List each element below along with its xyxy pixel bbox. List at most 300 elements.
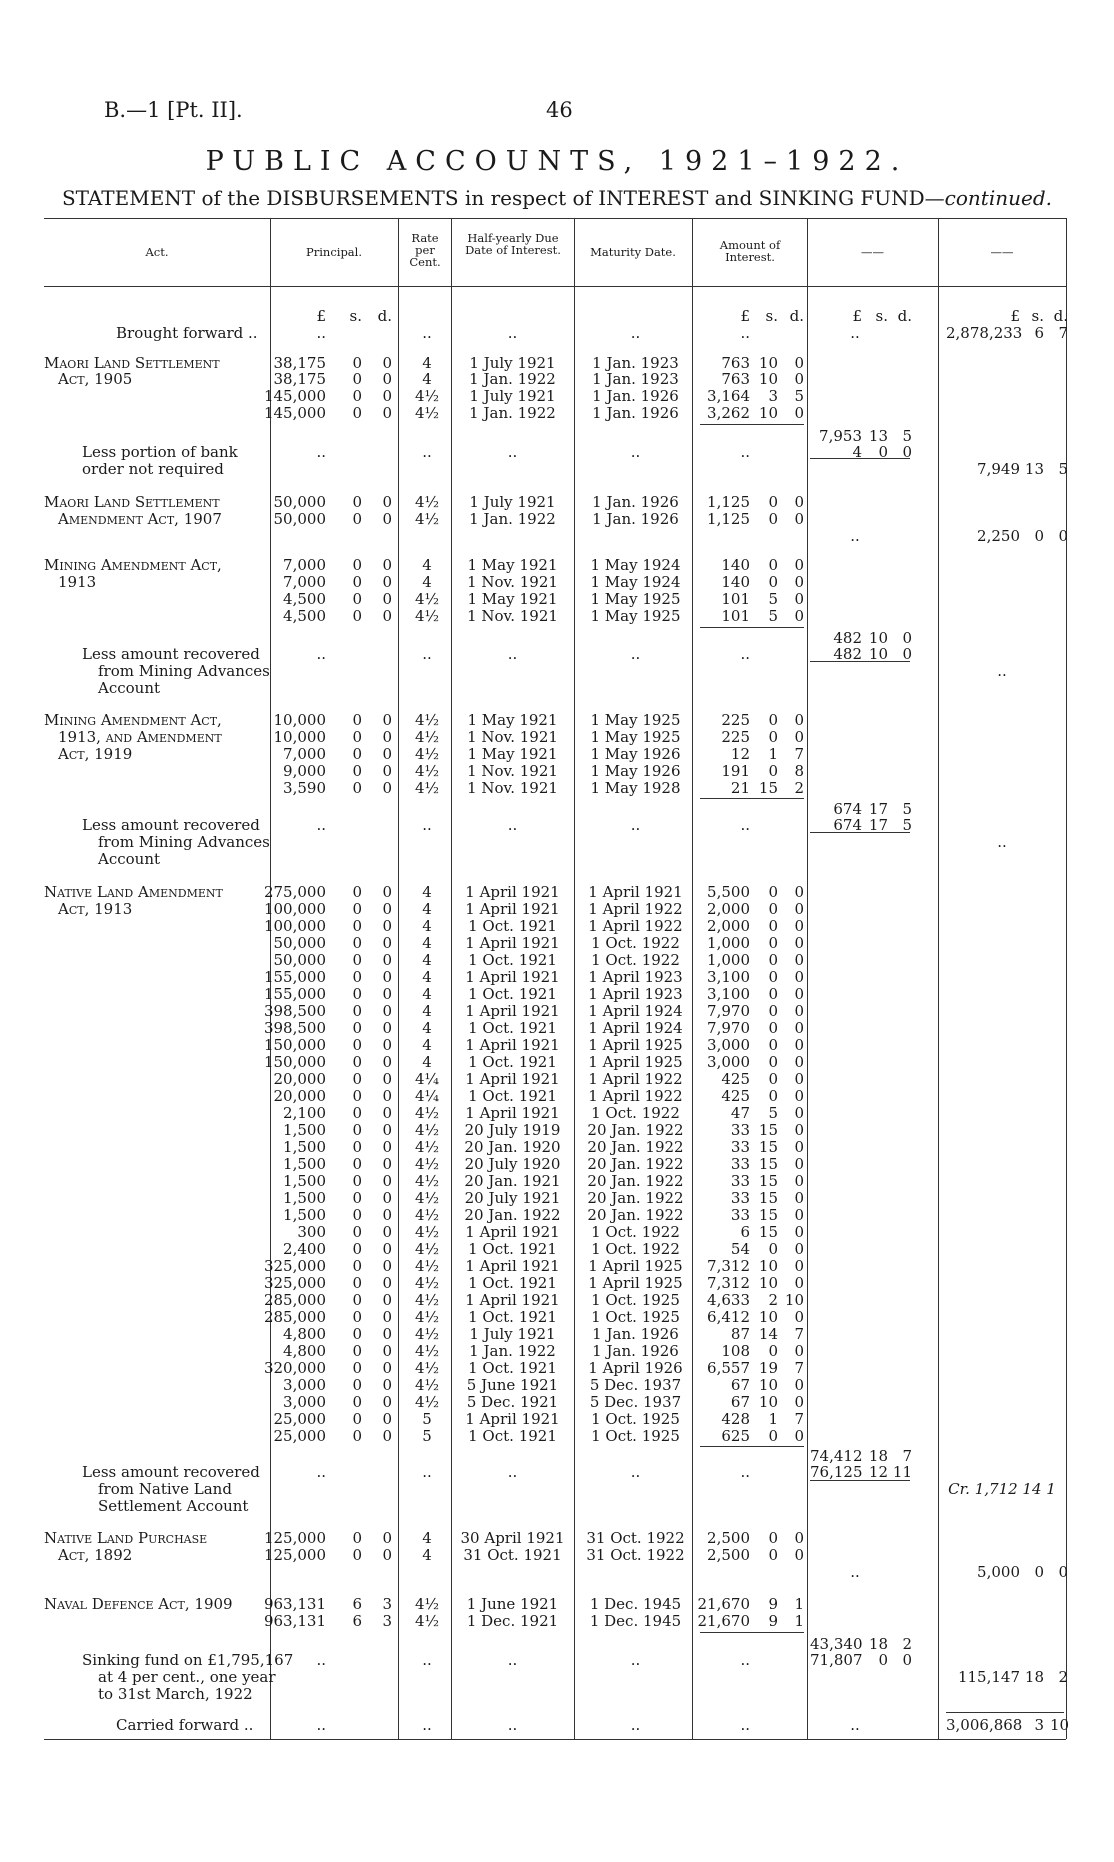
principal-pence: 0 [382, 387, 392, 405]
principal-pence: 0 [382, 883, 392, 901]
principal-pence: 0 [382, 1393, 392, 1411]
principal-pence: 0 [382, 1308, 392, 1326]
rate: 4½ [414, 1172, 440, 1190]
principal-shillings: 0 [352, 1036, 362, 1054]
subtotal-pence: 0 [902, 629, 912, 647]
total-shillings: 6 [1034, 324, 1044, 342]
due-date: 20 July 1920 [464, 1155, 561, 1173]
maturity-date: 1 Jan. 1923 [592, 370, 679, 388]
principal-pounds: 325,000 [263, 1257, 326, 1275]
due-date: 1 Oct. 1921 [468, 1427, 557, 1445]
principal-shillings: 6 [352, 1612, 362, 1630]
principal-pence: 0 [382, 1019, 392, 1037]
maturity-date: 1 Jan. 1926 [592, 1342, 679, 1360]
interest-shillings: 0 [768, 951, 778, 969]
due-date: 20 Jan. 1920 [464, 1138, 561, 1156]
principal-pence: 0 [382, 951, 392, 969]
interest-pounds: 3,164 [707, 387, 750, 405]
subtotal-pounds: 482 [833, 629, 862, 647]
due-date: 1 Oct. 1921 [468, 1053, 557, 1071]
interest-pence: 0 [794, 1104, 804, 1122]
due-date: 1 Dec. 1921 [466, 1612, 559, 1630]
interest-pence: 0 [794, 370, 804, 388]
maturity-date: .. [630, 1716, 641, 1734]
principal-pence: 0 [382, 762, 392, 780]
act-label: Less amount recovered [82, 1463, 260, 1481]
principal-shillings: 0 [352, 590, 362, 608]
principal-shillings: 0 [352, 1223, 362, 1241]
due-date: 1 April 1921 [465, 1104, 560, 1122]
interest-shillings: 0 [768, 1427, 778, 1445]
act-label: Account [98, 850, 161, 868]
interest-pounds: 12 [730, 745, 750, 763]
interest-pence: 0 [794, 590, 804, 608]
act-label: Less portion of bank [82, 443, 238, 461]
principal-pounds: 4,500 [283, 590, 326, 608]
rate: .. [422, 1716, 432, 1734]
interest-pounds: 1,000 [707, 934, 750, 952]
principal-shillings: 0 [352, 370, 362, 388]
total-pence: 5 [1058, 460, 1068, 478]
table-row [0, 1564, 1114, 1581]
interest-shillings: 10 [758, 370, 778, 388]
principal-pounds: 7,000 [283, 573, 326, 591]
principal-pence: d. [377, 307, 392, 325]
principal-pounds: 7,000 [283, 745, 326, 763]
document-reference: B.—1 [Pt. II]. [104, 98, 243, 122]
subtotal-pounds: 43,340 [810, 1635, 863, 1653]
maturity-date: 20 Jan. 1922 [587, 1206, 684, 1224]
rate: 4½ [414, 1257, 440, 1275]
principal-pounds: 150,000 [263, 1036, 326, 1054]
due-date: 1 Oct. 1921 [468, 985, 557, 1003]
table-row [0, 1377, 1114, 1394]
table-row [0, 371, 1114, 388]
principal-pounds: .. [316, 443, 326, 461]
principal-pence: 0 [382, 1070, 392, 1088]
table-row [0, 1292, 1114, 1309]
rate: 4 [422, 917, 432, 935]
interest-pence: 0 [794, 1223, 804, 1241]
principal-pounds: 25,000 [273, 1410, 326, 1428]
table-row [0, 969, 1114, 986]
interest-pounds: 191 [721, 762, 750, 780]
interest-pounds: 140 [721, 556, 750, 574]
interest-pounds: 2,500 [707, 1529, 750, 1547]
maturity-date: 20 Jan. 1922 [587, 1121, 684, 1139]
interest-pence: 0 [794, 900, 804, 918]
principal-pounds: 398,500 [263, 1019, 326, 1037]
interest-shillings: 0 [768, 934, 778, 952]
rate: 4½ [414, 1206, 440, 1224]
interest-pounds: 1,125 [707, 493, 750, 511]
principal-pounds: 3,590 [283, 779, 326, 797]
maturity-date: 1 May 1924 [590, 556, 681, 574]
due-date: 1 July 1921 [469, 1325, 556, 1343]
act-label: 1913, and Amendment [58, 728, 222, 746]
principal-pounds: 963,131 [263, 1595, 326, 1613]
table-row [0, 1428, 1114, 1445]
rate: 4½ [414, 493, 440, 511]
interest-pence: 8 [794, 762, 804, 780]
table-row [0, 1652, 1114, 1669]
rate: 5 [422, 1410, 432, 1428]
interest-pounds: 5,500 [707, 883, 750, 901]
maturity-date: 1 April 1924 [588, 1002, 683, 1020]
maturity-date: 1 May 1925 [590, 711, 681, 729]
interest-pounds: .. [740, 324, 750, 342]
interest-shillings: s. [765, 307, 778, 325]
due-date: 1 Nov. 1921 [467, 607, 558, 625]
subtotal-shillings: 17 [868, 800, 888, 818]
table-row [0, 1717, 1114, 1734]
interest-pounds: 3,100 [707, 985, 750, 1003]
rate: .. [422, 443, 432, 461]
interest-pounds: 425 [721, 1087, 750, 1105]
principal-pounds: 285,000 [263, 1291, 326, 1309]
interest-pounds: 763 [721, 354, 750, 372]
table-row [0, 557, 1114, 574]
principal-pounds: 4,500 [283, 607, 326, 625]
maturity-date: 1 April 1925 [588, 1036, 683, 1054]
col-header-blank: —— [861, 245, 884, 259]
interest-pence: 0 [794, 1427, 804, 1445]
due-date: 1 Jan. 1922 [469, 370, 556, 388]
principal-pence: 0 [382, 1155, 392, 1173]
rate: 4 [422, 1053, 432, 1071]
total-pounds: 3,006,868 [946, 1716, 1023, 1734]
interest-shillings: 0 [768, 1036, 778, 1054]
interest-shillings: 1 [768, 1410, 778, 1428]
principal-pounds: 1,500 [283, 1206, 326, 1224]
principal-shillings: 0 [352, 1189, 362, 1207]
principal-pence: 0 [382, 900, 392, 918]
subtotal-pence: 0 [902, 1651, 912, 1669]
rate: 4½ [414, 779, 440, 797]
table-row [0, 1156, 1114, 1173]
due-date: 1 April 1921 [465, 1223, 560, 1241]
table-row [0, 935, 1114, 952]
maturity-date: 1 April 1924 [588, 1019, 683, 1037]
principal-shillings: 0 [352, 1206, 362, 1224]
principal-pence: 0 [382, 711, 392, 729]
principal-pounds: 145,000 [263, 387, 326, 405]
due-date: 1 Jan. 1922 [469, 1342, 556, 1360]
principal-shillings: 0 [352, 934, 362, 952]
due-date: .. [507, 645, 518, 663]
table-row [0, 494, 1114, 511]
principal-shillings: 0 [352, 387, 362, 405]
principal-pence: 0 [382, 1104, 392, 1122]
rate: 4½ [414, 1595, 440, 1613]
interest-pence: 0 [794, 1087, 804, 1105]
table-row [0, 1241, 1114, 1258]
act-label: Maori Land Settlement [44, 493, 220, 511]
principal-pence: 0 [382, 1427, 392, 1445]
act-label: Mining Amendment Act, [44, 556, 222, 574]
interest-shillings: 19 [758, 1359, 778, 1377]
due-date: 1 Jan. 1922 [469, 404, 556, 422]
interest-pence: 1 [794, 1595, 804, 1613]
maturity-date: 1 April 1923 [588, 985, 683, 1003]
interest-pounds: 4,633 [707, 1291, 750, 1309]
interest-shillings: 0 [768, 1529, 778, 1547]
interest-pence: 7 [794, 1410, 804, 1428]
interest-shillings: 0 [768, 917, 778, 935]
interest-pence: 0 [794, 1121, 804, 1139]
principal-pounds: 50,000 [273, 951, 326, 969]
rate: 4½ [414, 1612, 440, 1630]
principal-shillings: 0 [352, 556, 362, 574]
principal-pounds: 20,000 [273, 1070, 326, 1088]
table-row [0, 1173, 1114, 1190]
interest-shillings: 5 [768, 1104, 778, 1122]
rate: 4½ [414, 1138, 440, 1156]
subtotal-shillings: 0 [878, 443, 888, 461]
interest-pounds: 3,000 [707, 1036, 750, 1054]
interest-shillings: 0 [768, 883, 778, 901]
interest-pence: 0 [794, 1036, 804, 1054]
table-bottom-rule [44, 1739, 1066, 1740]
due-date: .. [507, 816, 518, 834]
rate: 4½ [414, 1189, 440, 1207]
table-row [0, 1071, 1114, 1088]
rate: 4 [422, 1546, 432, 1564]
due-date: 1 Oct. 1921 [468, 951, 557, 969]
interest-pounds: 67 [730, 1376, 750, 1394]
interest-shillings: 0 [768, 573, 778, 591]
interest-pence: 0 [794, 493, 804, 511]
interest-shillings: 0 [768, 1240, 778, 1258]
interest-shillings: 15 [758, 1206, 778, 1224]
principal-shillings: 6 [352, 1595, 362, 1613]
principal-pence: 0 [382, 510, 392, 528]
principal-pounds: 9,000 [283, 762, 326, 780]
rate: 4 [422, 951, 432, 969]
interest-pence: 7 [794, 1359, 804, 1377]
maturity-date: .. [630, 1651, 641, 1669]
table-row [0, 405, 1114, 422]
due-date: 1 July 1921 [469, 354, 556, 372]
col-header-rate: Rate per Cent. [409, 231, 441, 269]
table-row [0, 608, 1114, 625]
rate: 4½ [414, 1376, 440, 1394]
total-pounds: 7,949 [977, 460, 1020, 478]
due-date: 1 April 1921 [465, 1070, 560, 1088]
table-row [0, 1088, 1114, 1105]
interest-pounds: 3,262 [707, 404, 750, 422]
subtotal-rule [946, 1712, 1064, 1713]
interest-shillings: 3 [768, 387, 778, 405]
rate: 4 [422, 1002, 432, 1020]
header-bottom-rule [44, 286, 1066, 287]
maturity-date: 1 May 1926 [590, 762, 681, 780]
interest-pence: 0 [794, 510, 804, 528]
act-label: Mining Amendment Act, [44, 711, 222, 729]
subtotal-shillings: s. [875, 307, 888, 325]
principal-shillings: 0 [352, 1121, 362, 1139]
principal-shillings: 0 [352, 985, 362, 1003]
act-label: at 4 per cent., one year [98, 1668, 276, 1686]
due-date: 30 April 1921 [460, 1529, 565, 1547]
interest-pence: 0 [794, 1546, 804, 1564]
act-label: Amendment Act, 1907 [58, 510, 222, 528]
table-row [0, 1530, 1114, 1547]
interest-pounds: .. [740, 1463, 750, 1481]
table-row [0, 712, 1114, 729]
table-row [0, 952, 1114, 969]
principal-pence: 0 [382, 370, 392, 388]
interest-pounds: 7,312 [707, 1257, 750, 1275]
interest-pounds: 67 [730, 1393, 750, 1411]
rate: .. [422, 1651, 432, 1669]
maturity-date: 20 Jan. 1922 [587, 1155, 684, 1173]
interest-pounds: 6,412 [707, 1308, 750, 1326]
interest-pence: 0 [794, 1070, 804, 1088]
principal-pence: 0 [382, 1138, 392, 1156]
table-row [0, 763, 1114, 780]
subtotal-shillings: 0 [878, 1651, 888, 1669]
principal-shillings: 0 [352, 1240, 362, 1258]
interest-shillings: 9 [768, 1612, 778, 1630]
principal-shillings: 0 [352, 1087, 362, 1105]
interest-shillings: 10 [758, 354, 778, 372]
interest-pounds: 108 [721, 1342, 750, 1360]
interest-pence: 0 [794, 1053, 804, 1071]
table-row [0, 1596, 1114, 1613]
principal-shillings: 0 [352, 951, 362, 969]
total-pence: 0 [1058, 1563, 1068, 1581]
subtotal-pence: 0 [902, 443, 912, 461]
maturity-date: 1 Oct. 1922 [591, 1223, 680, 1241]
due-date: 1 Oct. 1921 [468, 917, 557, 935]
rate: .. [422, 816, 432, 834]
principal-shillings: 0 [352, 1104, 362, 1122]
subtotal-pence: 5 [902, 427, 912, 445]
interest-pounds: 625 [721, 1427, 750, 1445]
due-date: .. [507, 1651, 518, 1669]
maturity-date: 1 Dec. 1945 [589, 1595, 682, 1613]
maturity-date: 1 May 1926 [590, 745, 681, 763]
principal-pounds: 320,000 [263, 1359, 326, 1377]
principal-pounds: 3,000 [283, 1376, 326, 1394]
due-date: 1 Oct. 1921 [468, 1308, 557, 1326]
principal-shillings: 0 [352, 1274, 362, 1292]
table-row [0, 1258, 1114, 1275]
interest-shillings: 0 [768, 711, 778, 729]
principal-shillings: 0 [352, 573, 362, 591]
interest-pounds: 140 [721, 573, 750, 591]
rate: 4½ [414, 1342, 440, 1360]
interest-pence: 0 [794, 985, 804, 1003]
interest-shillings: 0 [768, 1342, 778, 1360]
table-row [0, 1411, 1114, 1428]
act-label: from Native Land [98, 1480, 232, 1498]
principal-pence: 0 [382, 917, 392, 935]
principal-shillings: 0 [352, 1546, 362, 1564]
table-row [0, 1394, 1114, 1411]
interest-pence: 0 [794, 404, 804, 422]
maturity-date: 1 Jan. 1923 [592, 354, 679, 372]
rate: 4 [422, 1529, 432, 1547]
page-title: PUBLIC ACCOUNTS, 1921–1922. [205, 146, 909, 177]
total-pence: 10 [1050, 1716, 1070, 1734]
due-date: 1 July 1921 [469, 493, 556, 511]
principal-pounds: 398,500 [263, 1002, 326, 1020]
rate: 4½ [414, 607, 440, 625]
rate: 4 [422, 354, 432, 372]
due-date: 1 April 1921 [465, 1257, 560, 1275]
maturity-date: 1 May 1925 [590, 728, 681, 746]
principal-pounds: .. [316, 324, 326, 342]
principal-pounds: 38,175 [273, 370, 326, 388]
subtotal-pounds: 7,953 [819, 427, 862, 445]
interest-shillings: 0 [768, 985, 778, 1003]
principal-pounds: 100,000 [263, 917, 326, 935]
table-row [0, 1613, 1114, 1630]
rate: 4½ [414, 745, 440, 763]
table-row [0, 461, 1114, 478]
maturity-date: 1 April 1922 [588, 1087, 683, 1105]
interest-shillings: 0 [768, 1002, 778, 1020]
interest-pounds: 33 [730, 1206, 750, 1224]
principal-pence: 0 [382, 1342, 392, 1360]
interest-pounds: 33 [730, 1155, 750, 1173]
table-row [0, 325, 1114, 342]
interest-shillings: 0 [768, 1019, 778, 1037]
table-row [0, 444, 1114, 461]
act-label: Brought forward .. [116, 324, 258, 342]
due-date: 20 July 1921 [464, 1189, 561, 1207]
interest-pounds: 33 [730, 1121, 750, 1139]
col-header-blank: —— [990, 245, 1014, 259]
table-row [0, 1139, 1114, 1156]
interest-shillings: 0 [768, 968, 778, 986]
interest-pence: 0 [794, 1240, 804, 1258]
principal-shillings: 0 [352, 1053, 362, 1071]
due-date: 1 May 1921 [467, 590, 558, 608]
act-label: Native Land Amendment [44, 883, 223, 901]
interest-pence: 0 [794, 883, 804, 901]
rate: 4 [422, 370, 432, 388]
interest-shillings: 0 [768, 1546, 778, 1564]
rate: 4½ [414, 1121, 440, 1139]
total-pounds: 2,878,233 [946, 324, 1023, 342]
subtotal-pence: 2 [902, 1635, 912, 1653]
principal-pence: 0 [382, 607, 392, 625]
principal-pounds: 155,000 [263, 985, 326, 1003]
maturity-date: 1 Oct. 1925 [591, 1410, 680, 1428]
rate: 4½ [414, 590, 440, 608]
table-row [0, 1207, 1114, 1224]
interest-pounds: 428 [721, 1410, 750, 1428]
table-row [0, 1054, 1114, 1071]
total-pounds: £ [1010, 307, 1020, 325]
subtotal-pence: 11 [892, 1463, 912, 1481]
interest-pence: 1 [794, 1612, 804, 1630]
interest-pounds: .. [740, 645, 750, 663]
total-shillings: 3 [1034, 1716, 1044, 1734]
principal-pence: 0 [382, 1002, 392, 1020]
due-date: 20 Jan. 1922 [464, 1206, 561, 1224]
table-row [0, 746, 1114, 763]
due-date: .. [507, 1463, 518, 1481]
interest-pounds: 2,500 [707, 1546, 750, 1564]
principal-shillings: 0 [352, 1393, 362, 1411]
interest-pounds: 425 [721, 1070, 750, 1088]
interest-pence: 0 [794, 1342, 804, 1360]
rate: 4½ [414, 387, 440, 405]
